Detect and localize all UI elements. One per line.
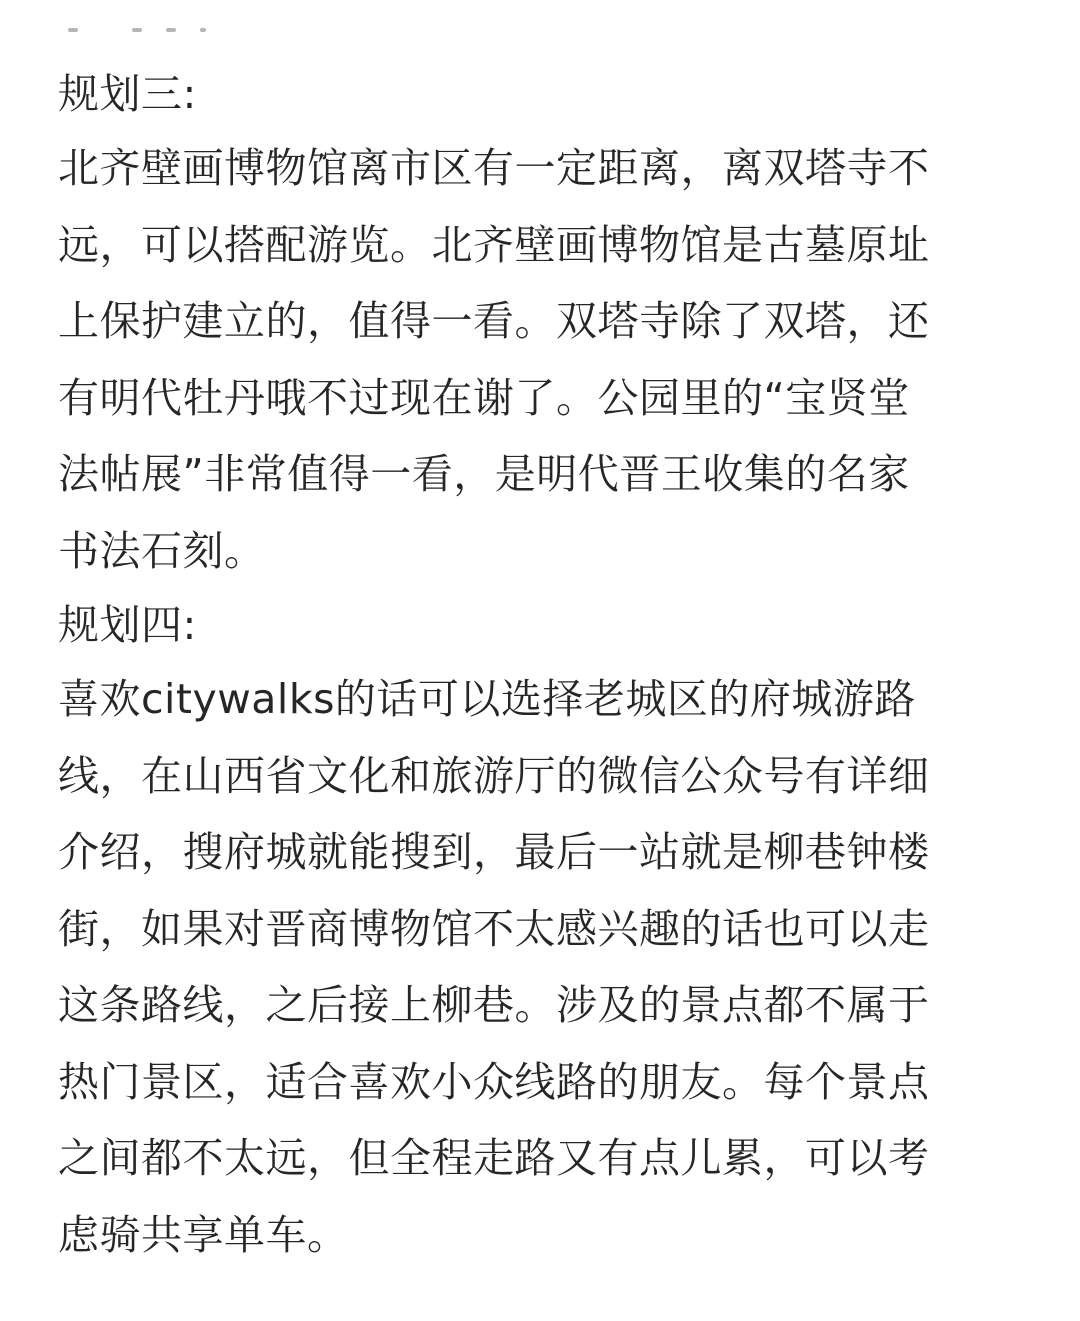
article-body (58, 58, 1028, 1273)
paragraph-line: 之间都不太远，但全程走路又有点儿累，可以考 (58, 1134, 930, 1182)
paragraph-line: 热门景区，适合喜欢小众线路的朋友。每个景点 (58, 1057, 930, 1106)
section-heading: 规划四: (58, 601, 197, 649)
paragraph-line: 介绍，搜府城就能搜到，最后一站就是柳巷钟楼 (58, 828, 930, 876)
paragraph-line: 喜欢citywalks的话可以选择老城区的府城游路 (58, 675, 916, 723)
paragraph-line: 远，可以搭配游览。北齐壁画博物馆是古墓原址 (58, 220, 930, 269)
paragraph-line: 北齐壁画博物馆离市区有一定距离，离双塔寺不 (58, 144, 930, 192)
plan-three-section (58, 58, 1028, 589)
paragraph-line: 书法石刻。 (58, 526, 266, 575)
paragraph-line: 这条路线，之后接上柳巷。涉及的景点都不属于 (58, 981, 930, 1029)
paragraph-line: 街，如果对晋商博物馆不太感兴趣的话也可以走 (58, 904, 930, 953)
paragraph-line: 上保护建立的，值得一看。双塔寺除了双塔，还 (58, 297, 930, 345)
paragraph-line: 法帖展”非常值得一看，是明代晋王收集的名家 (58, 450, 910, 498)
plan-four-section (58, 589, 1028, 1273)
paragraph-line: 有明代牡丹哦不过现在谢了。公园里的“宝贤堂 (58, 373, 910, 422)
paragraph-line: 虑骑共享单车。 (58, 1210, 349, 1259)
section-heading: 规划三: (58, 70, 197, 118)
paragraph-line: 线，在山西省文化和旅游厅的微信公众号有详细 (58, 751, 930, 800)
cropped-text-remnant (60, 22, 220, 36)
